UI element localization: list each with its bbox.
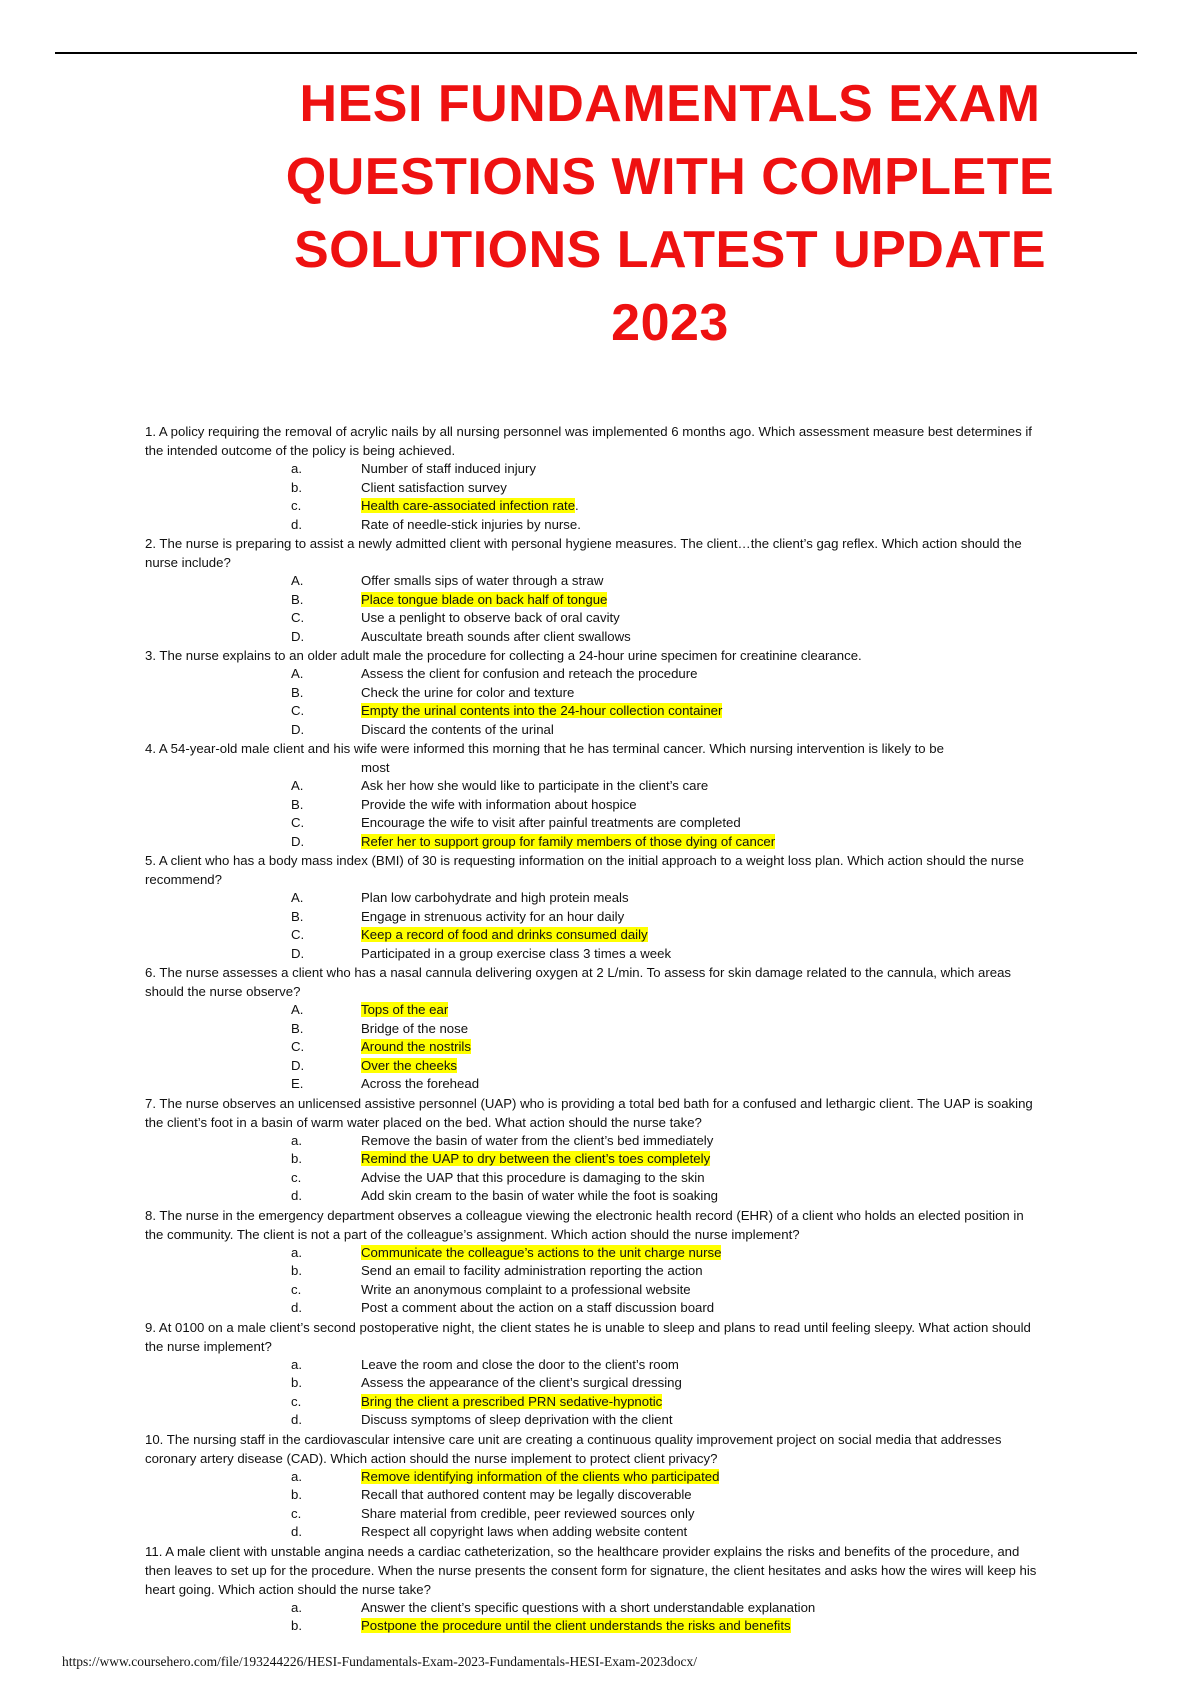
option-letter: d. [291,1188,302,1203]
option-text: Number of staff induced injury [361,461,536,476]
question-block [145,1542,1045,1636]
option-text-wrap [361,777,708,796]
question-block [145,422,1045,534]
option-text: Send an email to facility administration reporting the action [361,1263,703,1278]
option-text-wrap [361,516,581,535]
option-text: Auscultate breath sounds after client swallows [361,628,631,644]
title-line: QUESTIONS WITH COMPLETE [285,148,1055,206]
option-letter: C. [291,1039,305,1054]
option-letter: b. [291,1151,302,1166]
option-text-wrap [361,665,697,684]
option-letter: B. [291,591,304,607]
option-text-highlighted: Empty the urinal contents into the 24-hour collection container [361,703,723,718]
answer-option [145,945,1045,964]
option-letter: c. [291,1169,302,1185]
option-text-wrap [361,1169,705,1188]
option-text-wrap [361,1617,791,1636]
option-text-highlighted: Over the cheeks [361,1057,458,1073]
option-text: Check the urine for color and texture [361,684,575,700]
option-letter: a. [291,1599,302,1615]
option-text: Use a penlight to observe back of oral cavity [361,610,620,625]
answer-option [145,572,1045,591]
option-text-wrap [361,1262,703,1281]
answer-option [145,702,1045,721]
answer-option [145,1393,1045,1412]
option-letter: a. [291,1468,302,1484]
option-letter: A. [291,890,304,905]
option-text-wrap [361,1393,662,1412]
option-text: Add skin cream to the basin of water while the foot is soaking [361,1188,718,1203]
option-text-wrap [361,908,624,927]
option-letter: a. [291,1132,302,1148]
option-letter: a. [291,461,302,476]
question-stem: 9. At 0100 on a male client’s second postoperative night, the client states he is unable to sleep and plans to read until feeling sleepy. What action should the nurse implement? [145,1319,1031,1354]
option-text: Share material from credible, peer reviewed sources only [361,1505,695,1521]
question-block [145,963,1045,1094]
option-text-highlighted: Place tongue blade on back half of tongue [361,591,608,607]
answer-option [145,479,1045,498]
option-text-wrap [361,926,648,945]
option-text-wrap [361,572,603,591]
question-stem: 8. The nurse in the emergency department observes a colleague viewing the electronic health record (EHR) of a client who holds an elected position in the community. The client is not a part of the colleague’s assignment. Which action should the nurse implement? [145,1207,1024,1242]
option-letter: A. [291,573,304,588]
option-text-wrap [361,1150,710,1169]
option-text-highlighted: Tops of the ear [361,1002,449,1017]
answer-option [145,497,1045,516]
title-line: HESI FUNDAMENTALS EXAM [299,75,1041,133]
option-text-highlighted: Refer her to support group for family members of those dying of cancer [361,833,776,849]
answer-option [145,460,1045,479]
question-block [145,534,1045,646]
option-text: Discuss symptoms of sleep deprivation with the client [361,1412,673,1427]
option-letter: d. [291,1412,302,1427]
option-text-wrap [361,833,775,852]
option-text: Recall that authored content may be legally discoverable [361,1487,692,1502]
question-stem: 6. The nurse assesses a client who has a nasal cannula delivering oxygen at 2 L/min. To assess for skin damage related to the cannula, which areas should the nurse observe? [145,965,1011,999]
option-text-wrap [361,796,637,815]
question-stem: 4. A 54-year-old male client and his wife were informed this morning that he has terminal cancer. Which nursing intervention is likely to be [145,741,944,756]
option-text: Participated in a group exercise class 3 times a week [361,945,672,961]
question-stem: 10. The nursing staff in the cardiovascular intensive care unit are creating a continuous quality improvement project on social media that addresses coronary artery disease (CAD). Which action should the nurse implement to protect client privacy? [145,1431,1002,1466]
option-letter: d. [291,1300,302,1315]
option-text: Provide the wife with information about hospice [361,796,637,812]
option-text-wrap [361,1132,713,1151]
footer-url[interactable]: https://www.coursehero.com/file/193244226/HESI-Fundamentals-Exam-2023-Fundamentals-HESI-Exam-2023docx/ [62,1654,698,1669]
answer-option [145,1150,1045,1169]
option-text-wrap [361,1299,714,1318]
option-text-highlighted: Communicate the colleague’s actions to the unit charge nurse [361,1244,722,1260]
option-letter: D. [291,945,305,961]
answer-option [145,628,1045,647]
option-text-wrap [361,591,607,610]
answer-option [145,1411,1045,1430]
option-text-wrap [361,1038,471,1057]
option-text-highlighted: Health care-associated infection rate [361,498,576,513]
answer-option [145,721,1045,740]
document-title [200,68,1140,360]
question-stem: 11. A male client with unstable angina needs a cardiac catheterization, so the healthcare provider explains the risks and benefits of the procedure, and then leaves to set up for the procedure. When the nurse presents the consent form for signature, the client hesitates and asks how the wires will keep his heart going. Which action should the nurse take? [145,1543,1037,1597]
option-letter: C. [291,815,305,830]
question-block [145,851,1045,963]
option-text: Post a comment about the action on a staff discussion board [361,1300,715,1315]
option-text: Ask her how she would like to participate in the client’s care [361,778,709,793]
option-text-wrap [361,702,722,721]
option-text-wrap [361,1244,721,1263]
option-text: Write an anonymous complaint to a professional website [361,1281,691,1297]
option-text: Assess the appearance of the client’s surgical dressing [361,1375,682,1390]
question-stem: 3. The nurse explains to an older adult male the procedure for collecting a 24-hour urine specimen for creatinine clearance. [145,648,862,663]
option-letter: c. [291,498,302,513]
answer-option [145,1599,1045,1618]
question-block [145,646,1045,739]
question-block [145,1094,1045,1206]
option-text: Bridge of the nose [361,1020,469,1036]
answer-option [145,665,1045,684]
option-letter: c. [291,1281,302,1297]
answer-option [145,684,1045,703]
option-text: Assess the client for confusion and reteach the procedure [361,666,698,681]
option-text-wrap [361,1411,673,1430]
option-letter: D. [291,721,305,737]
answer-option [145,796,1045,815]
option-text: Plan low carbohydrate and high protein meals [361,890,629,905]
answer-option [145,1038,1045,1057]
option-text-wrap [361,1075,479,1094]
option-text-wrap [361,1356,679,1375]
option-letter: A. [291,1002,304,1017]
option-letter: d. [291,1524,302,1539]
answer-option [145,1468,1045,1487]
option-text: Answer the client’s specific questions with a short understandable explanation [361,1599,816,1615]
option-letter: E. [291,1076,304,1091]
option-text-wrap [361,889,629,908]
option-text-highlighted: Postpone the procedure until the client understands the risks and benefits [361,1618,791,1633]
option-text-wrap [361,1599,815,1618]
option-letter: C. [291,610,305,625]
option-text: Advise the UAP that this procedure is damaging to the skin [361,1169,705,1185]
option-text-wrap [361,1187,718,1206]
option-text: Encourage the wife to visit after painful treatments are completed [361,815,741,830]
option-letter: A. [291,778,304,793]
option-text-suffix: . [575,498,579,513]
option-text-highlighted: Remind the UAP to dry between the client’s toes completely [361,1151,711,1166]
answer-option [145,516,1045,535]
answer-option [145,1617,1045,1636]
option-letter: B. [291,908,304,924]
answer-option [145,777,1045,796]
answer-option [145,1262,1045,1281]
option-text: Across the forehead [361,1076,480,1091]
option-text-highlighted: Keep a record of food and drinks consumed daily [361,927,648,942]
option-text-wrap [361,945,671,964]
option-text: Offer smalls sips of water through a straw [361,573,604,588]
option-letter: C. [291,927,305,942]
answer-option [145,926,1045,945]
option-text-wrap [361,1523,687,1542]
option-text-highlighted: Bring the client a prescribed PRN sedative-hypnotic [361,1393,663,1409]
question-stem: 1. A policy requiring the removal of acrylic nails by all nursing personnel was implemented 6 months ago. Which assessment measure best determines if the intended outcome of the policy is being achieved. [145,424,1032,458]
option-text: Client satisfaction survey [361,479,507,495]
option-text-highlighted: Remove identifying information of the clients who participated [361,1468,720,1484]
option-text-wrap [361,1020,468,1039]
option-text-highlighted: Around the nostrils [361,1039,471,1054]
option-letter: C. [291,703,305,718]
option-letter: D. [291,833,305,849]
option-text-wrap [361,721,554,740]
answer-option [145,1356,1045,1375]
question-block [145,1430,1045,1542]
answer-option [145,814,1045,833]
option-letter: B. [291,684,304,700]
question-stem: 7. The nurse observes an unlicensed assistive personnel (UAP) who is providing a total bed bath for a confused and lethargic client. The UAP is soaking the client’s foot in a basin of warm water placed on the bed. What action should the nurse take? [145,1095,1033,1130]
top-rule [55,52,1137,54]
answer-option [145,1075,1045,1094]
answer-option [145,1187,1045,1206]
option-letter: b. [291,1487,302,1502]
answer-option [145,1020,1045,1039]
option-text-wrap [361,479,507,498]
answer-option [145,1244,1045,1263]
option-letter: a. [291,1244,302,1260]
option-text-wrap [361,460,536,479]
option-text-wrap [361,1486,692,1505]
option-text: Leave the room and close the door to the client’s room [361,1356,679,1372]
option-letter: c. [291,1393,302,1409]
option-text: Engage in strenuous activity for an hour daily [361,908,625,924]
question-stem-continuation: most [361,760,390,775]
option-text-wrap [361,814,741,833]
answer-option [145,591,1045,610]
option-text-wrap [361,1001,448,1020]
option-text-wrap [361,1057,457,1076]
title-line: SOLUTIONS LATEST UPDATE [293,221,1047,279]
option-letter: b. [291,1375,302,1390]
option-text-wrap [361,1468,719,1487]
option-text-wrap [361,684,574,703]
answer-option [145,1505,1045,1524]
option-letter: A. [291,666,304,681]
option-text: Discard the contents of the urinal [361,721,554,737]
answer-option [145,1281,1045,1300]
answer-option [145,908,1045,927]
option-text: Remove the basin of water from the client’s bed immediately [361,1132,714,1148]
option-letter: b. [291,1263,302,1278]
option-text-wrap [361,1374,682,1393]
question-list [145,422,1045,1636]
answer-option [145,1132,1045,1151]
question-block [145,1206,1045,1318]
answer-option [145,1486,1045,1505]
option-letter: b. [291,479,302,495]
option-letter: a. [291,1356,302,1372]
option-letter: D. [291,1057,305,1073]
option-letter: d. [291,516,302,532]
option-text-wrap [361,628,631,647]
option-text: Respect all copyright laws when adding website content [361,1524,688,1539]
title-line: 2023 [611,294,729,352]
answer-option [145,1001,1045,1020]
answer-option [145,1523,1045,1542]
option-letter: b. [291,1618,302,1633]
answer-option [145,833,1045,852]
question-stem: 2. The nurse is preparing to assist a newly admitted client with personal hygiene measures. The client…the client’s gag reflex. Which action should the nurse include? [145,536,1022,570]
answer-option [145,1374,1045,1393]
question-block [145,739,1045,851]
answer-option [145,1169,1045,1188]
answer-option [145,1299,1045,1318]
option-text-wrap [361,609,620,628]
option-text-wrap [361,1505,695,1524]
option-text: Rate of needle-stick injuries by nurse. [361,516,581,532]
answer-option [145,609,1045,628]
answer-option [145,1057,1045,1076]
option-letter: c. [291,1505,302,1521]
question-block [145,1318,1045,1430]
answer-option [145,889,1045,908]
question-stem: 5. A client who has a body mass index (BMI) of 30 is requesting information on the initial approach to a weight loss plan. Which action should the nurse recommend? [145,853,1024,887]
option-letter: B. [291,1020,304,1036]
option-text-wrap [361,497,579,516]
option-letter: B. [291,796,304,812]
option-letter: D. [291,628,305,644]
option-text-wrap [361,1281,691,1300]
